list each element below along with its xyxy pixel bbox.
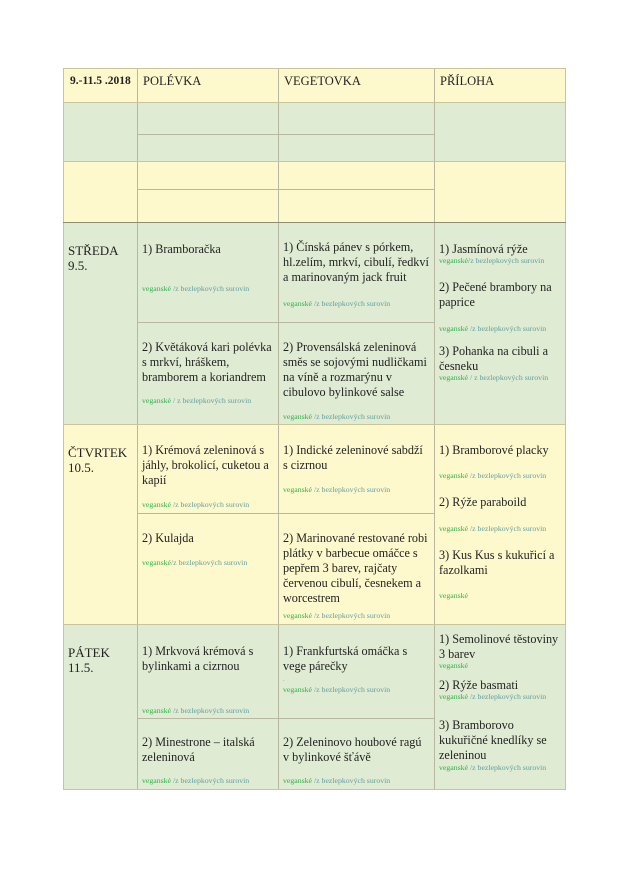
gluten-free-tag: /z bezlepkových surovin xyxy=(468,763,547,772)
blank-subcell xyxy=(138,103,278,134)
gluten-free-tag: /z bezlepkových surovin xyxy=(171,500,250,509)
vegan-tag: veganské xyxy=(142,396,172,405)
blank-subcell xyxy=(279,134,434,162)
day-name: STŘEDA xyxy=(68,243,119,258)
diet-tag xyxy=(138,500,278,510)
gluten-free-tag: /z bezlepkových surovin xyxy=(312,299,391,308)
soup-item xyxy=(138,625,278,718)
header-soup-cell xyxy=(137,69,278,102)
blank-cell xyxy=(434,103,566,161)
vegan-tag: veganské xyxy=(283,611,313,620)
soup-cell xyxy=(137,625,278,789)
veg-cell xyxy=(278,425,434,624)
diet-tag xyxy=(435,692,565,702)
dish-name: 2) Provensálská zeleninová směs se sojovými nudličkami na víně a rozmarýnu v cibulovo bylinkové salse xyxy=(283,340,427,399)
soup-cell xyxy=(137,223,278,424)
dish-name: 2) Květáková kari polévka s mrkví, hráškem, bramborem a koriandrem xyxy=(142,340,272,384)
vegan-tag: veganské xyxy=(142,500,172,509)
blank-cell xyxy=(434,162,566,222)
vegan-tag: veganské xyxy=(439,471,469,480)
diet-tag xyxy=(435,324,565,334)
gluten-free-tag: /z bezlepkových surovin xyxy=(171,776,250,785)
diet-tag xyxy=(279,776,434,786)
dish-name: 1) Bramboračka xyxy=(142,242,221,256)
gluten-free-tag: / z bezlepkových surovin xyxy=(468,373,549,382)
gluten-free-tag: /z bezlepkových surovin xyxy=(171,558,248,567)
dish-name: 2) Rýže basmati xyxy=(439,678,519,692)
vegan-tag: veganské xyxy=(283,412,313,421)
veg-item xyxy=(279,718,434,791)
gluten-free-tag: /z bezlepkových surovin xyxy=(171,706,250,715)
diet-tag xyxy=(138,396,278,406)
column-header-side: PŘÍLOHA xyxy=(440,74,495,88)
day-row-ctvrtek xyxy=(63,424,566,624)
veg-item xyxy=(279,322,434,425)
header-row xyxy=(63,68,566,102)
diet-tag xyxy=(279,485,434,495)
header-date-cell xyxy=(63,69,137,102)
dish-name: 2) Kulajda xyxy=(142,531,194,545)
blank-cell xyxy=(278,103,434,161)
vegan-tag: veganské xyxy=(283,776,313,785)
diet-tag xyxy=(435,256,565,266)
gluten-free-tag: /z bezlepkových surovin xyxy=(469,692,547,701)
day-cell xyxy=(63,425,137,624)
dish-name: 2) Minestrone – italská zeleninová xyxy=(142,735,255,764)
blank-cell xyxy=(63,162,137,222)
veg-cell xyxy=(278,625,434,789)
diet-tag xyxy=(435,524,565,534)
vegan-tag: veganské xyxy=(283,299,313,308)
diet-tag xyxy=(279,412,434,422)
column-header-vegetovka: VEGETOVKA xyxy=(284,74,361,88)
gluten-free-tag: /z bezlepkových surovin xyxy=(312,685,391,694)
veg-item xyxy=(279,223,434,322)
soup-item xyxy=(138,322,278,425)
dish-name: 1) Bramborové placky xyxy=(439,443,549,457)
soup-item xyxy=(138,513,278,625)
gluten-free-tag: / z bezlepkových surovin xyxy=(171,396,252,405)
diet-tag xyxy=(138,776,278,786)
column-header-soup: POLÉVKA xyxy=(143,74,202,88)
blank-subcell xyxy=(279,103,434,134)
blank-subcell xyxy=(138,134,278,162)
day-cell xyxy=(63,223,137,424)
side-cell xyxy=(434,223,566,424)
gluten-free-tag: z bezlepkových surovin xyxy=(470,256,545,265)
vegan-tag: veganské xyxy=(283,685,313,694)
veg-item xyxy=(279,425,434,513)
day-date: 9.5. xyxy=(68,258,88,273)
diet-tag xyxy=(435,763,565,773)
blank-row-yellow xyxy=(63,161,566,222)
diet-tag xyxy=(279,685,434,695)
soup-cell xyxy=(137,425,278,624)
day-row-patek xyxy=(63,624,566,790)
vegan-tag: veganské xyxy=(439,661,469,670)
blank-cell xyxy=(137,162,278,222)
diet-tag xyxy=(138,706,278,716)
vegan-tag: veganské xyxy=(439,591,469,600)
day-date: 11.5. xyxy=(68,660,94,675)
dish-name: 2) Zeleninovo houbové ragú v bylinkové šťávě xyxy=(283,735,422,764)
dish-name: 3) Pohanka na cibuli a česneku xyxy=(439,344,548,373)
blank-cell xyxy=(278,162,434,222)
dish-name: 1) Jasmínová rýže xyxy=(439,242,528,256)
gluten-free-tag: /z bezlepkových surovin xyxy=(468,471,547,480)
vegan-tag: veganské xyxy=(439,524,469,533)
header-veg-cell xyxy=(278,69,434,102)
veg-item xyxy=(279,625,434,718)
vegan-tag: veganské xyxy=(283,485,313,494)
soup-item xyxy=(138,223,278,322)
diet-tag xyxy=(279,611,434,621)
dish-name: 1) Frankfurtská omáčka s vege párečky xyxy=(283,644,408,673)
side-cell xyxy=(434,625,566,789)
dish-name: 2) Marinované restované robi plátky v barbecue omáčce s pepřem 3 barev, rajčaty červenou cibulí, česnekem a worcestrem xyxy=(283,531,428,605)
dish-name: 2) Pečené brambory na paprice xyxy=(439,280,552,309)
veg-item xyxy=(279,513,434,625)
day-row-streda xyxy=(63,222,566,424)
vegan-tag: veganské xyxy=(142,284,172,293)
dish-name: 3) Bramborovo kukuřičné knedlíky se zeleninou xyxy=(439,718,547,762)
vegan-tag: veganské xyxy=(439,763,469,772)
day-name: ČTVRTEK xyxy=(68,445,128,460)
day-name: PÁTEK xyxy=(68,645,110,660)
vegan-tag: veganské xyxy=(439,324,469,333)
vegan-tag: veganské xyxy=(439,692,470,701)
day-date: 10.5. xyxy=(68,460,94,475)
dish-name: 1) Indické zeleninové sabdží s cizrnou xyxy=(283,443,423,472)
vegan-tag: veganské xyxy=(142,776,172,785)
dish-name: 1) Semolinové těstoviny 3 barev xyxy=(439,632,559,661)
diet-tag xyxy=(435,471,565,481)
date-range: 9.-11.5 .2018 xyxy=(70,75,131,87)
dish-name: 1) Čínská pánev s pórkem, hl.zelím, mrkví, cibulí, ředkví a marinovaným jack fruit xyxy=(283,240,429,284)
header-side-cell xyxy=(434,69,566,102)
gluten-free-tag: /z bezlepkových surovin xyxy=(312,776,391,785)
gluten-free-tag: /z bezlepkových surovin xyxy=(468,524,547,533)
dish-name: 3) Kus Kus s kukuřicí a fazolkami xyxy=(439,548,555,577)
diet-tag xyxy=(138,284,278,294)
vegan-tag: veganské xyxy=(439,373,469,382)
blank-subcell xyxy=(279,162,434,189)
diet-tag xyxy=(435,661,565,671)
gluten-free-tag: /z bezlepkových surovin xyxy=(171,284,250,293)
soup-item xyxy=(138,425,278,513)
gluten-free-tag: /z bezlepkových surovin xyxy=(312,485,391,494)
blank-row-green xyxy=(63,102,566,161)
diet-tag xyxy=(279,299,434,309)
diet-tag xyxy=(138,558,278,568)
gluten-free-tag: /z bezlepkových surovin xyxy=(468,324,547,333)
blank-subcell xyxy=(138,162,278,189)
dish-name: 1) Mrkvová krémová s bylinkami a cizrnou xyxy=(142,644,254,673)
soup-item xyxy=(138,718,278,791)
gluten-free-tag: /z bezlepkových surovin xyxy=(312,412,391,421)
blank-cell xyxy=(63,103,137,161)
blank-cell xyxy=(137,103,278,161)
vegan-tag: veganské/ xyxy=(439,256,471,265)
diet-tag xyxy=(435,591,565,601)
stray-dot: . xyxy=(283,677,285,683)
gluten-free-tag: /z bezlepkových surovin xyxy=(312,611,391,620)
dish-name: 1) Krémová zeleninová s jáhly, brokolicí, cuketou a kapií xyxy=(142,443,269,487)
dish-name: 2) Rýže paraboild xyxy=(439,495,527,509)
veg-cell xyxy=(278,223,434,424)
side-cell xyxy=(434,425,566,624)
vegan-tag: veganské xyxy=(142,558,172,567)
blank-subcell xyxy=(138,189,278,223)
diet-tag xyxy=(435,373,565,383)
blank-subcell xyxy=(279,189,434,223)
vegan-tag: veganské xyxy=(142,706,172,715)
day-cell xyxy=(63,625,137,789)
